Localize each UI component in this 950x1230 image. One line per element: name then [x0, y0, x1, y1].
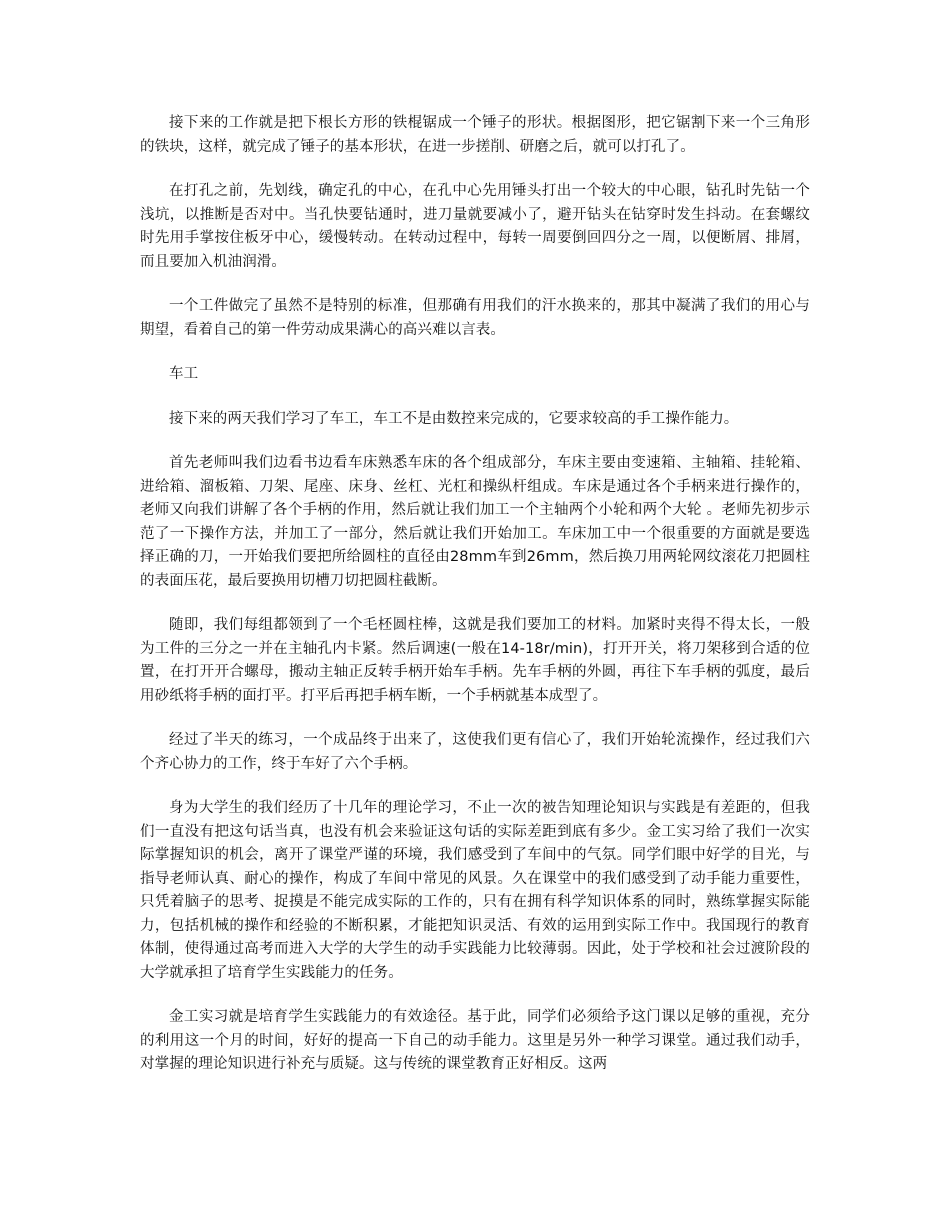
paragraph-reflection: 身为大学生的我们经历了十几年的理论学习，不止一次的被告知理论知识与实践是有差距的，但我们一直没有把这句话当真，也没有机会来验证这句话的实际差距到底有多少。金工实习给了我们一次实际掌握知识的机会，离开了课堂严谨的环境，我们感受到了车间中的气氛。同学们眼中好学的目光，与指导老师认真、耐心的操作，构成了车间中常见的风景。久在课堂中的我们感受到了动手能力重要性，只凭着脑子的思考、捉摸是不能完成实际的工作的，只有在拥有科学知识体系的同时，熟练掌握实际能力，包括机械的操作和经验的不断积累，才能把知识灵活、有效的运用到实际工作中。我国现行的教育体制，使得通过高考而进入大学的大学生的动手实践能力比较薄弱。因此，处于学校和社会过渡阶段的大学就承担了培育学生实践能力的任务。: [140, 800, 810, 981]
paragraph-hammer-shape: 接下来的工作就是把下根长方形的铁棍锯成一个锤子的形状。根据图形，把它锯割下来一个三角形的铁块，这样，就完成了锤子的基本形状，在进一步搓削、研磨之后，就可以打孔了。: [140, 115, 810, 155]
paragraph-practice-value: 金工实习就是培育学生实践能力的有效途径。基于此，同学们必须给予这门课以足够的重视，充分的利用这一个月的时间，好好的提高一下自己的动手能力。这里是另外一种学习课堂。通过我们动手，对掌握的理论知识进行补充与质疑。这与传统的课堂教育正好相反。这两: [140, 1009, 810, 1072]
paragraph-drilling: 在打孔之前，先划线，确定孔的中心，在孔中心先用锤头打出一个较大的中心眼，钻孔时先钻一个浅坑，以推断是否对中。当孔快要钻通时，进刀量就要减小了，避开钻头在钻穿时发生抖动。在套螺纹时先用手掌按住板牙中心，缓慢转动。在转动过程中，每转一周要倒回四分之一周，以便断屑、排屑，而且要加入机油润滑。: [140, 183, 810, 270]
paragraph-first-work: 一个工件做完了虽然不是特别的标准，但那确有用我们的汗水换来的，那其中凝满了我们的用心与期望，看着自己的第一件劳动成果满心的高兴难以言表。: [140, 298, 810, 338]
paragraph-finished-handles: 经过了半天的练习，一个成品终于出来了，这使我们更有信心了，我们开始轮流操作，经过我们六个齐心协力的工作，终于车好了六个手柄。: [140, 732, 810, 772]
paragraph-lathe-parts: 首先老师叫我们边看书边看车床熟悉车床的各个组成部分，车床主要由变速箱、主轴箱、挂轮箱、进给箱、溜板箱、刀架、尾座、床身、丝杠、光杠和操纵杆组成。车床是通过各个手柄来进行操作的，老师又向我们讲解了各个手柄的作用，然后就让我们加工一个主轴两个小轮和两个大轮 。老师先初步示范了一下操作方法，并加工了一部分，然后就让我们开始加工。车床加工中一个很重要的方面就是要选择正确的刀，一开始我们要把所给圆柱的直径由28mm车到26mm，然后换刀用两轮网纹滚花刀把圆柱的表面压花，最后要换用切槽刀切把圆柱截断。: [140, 455, 810, 589]
paragraph-handle-machining: 随即，我们每组都领到了一个毛柸圆柱棒，这就是我们要加工的材料。加紧时夹得不得太长，一般为工件的三分之一并在主轴孔内卡紧。然后调速(一般在14-18r/min)，打开开关，将刀架移到合适的位置，在打开开合螺母，搬动主轴正反转手柄开始车手柄。先车手柄的外圆，再往下车手柄的弧度，最后用砂纸将手柄的面打平。打平后再把手柄车断，一个手柄就基本成型了。: [140, 617, 810, 704]
document-page: [140, 112, 810, 1098]
section-heading-turning: 车工: [169, 366, 199, 382]
paragraph-turning-intro: 接下来的两天我们学习了车工，车工不是由数控来完成的，它要求较高的手工操作能力。: [169, 410, 739, 427]
